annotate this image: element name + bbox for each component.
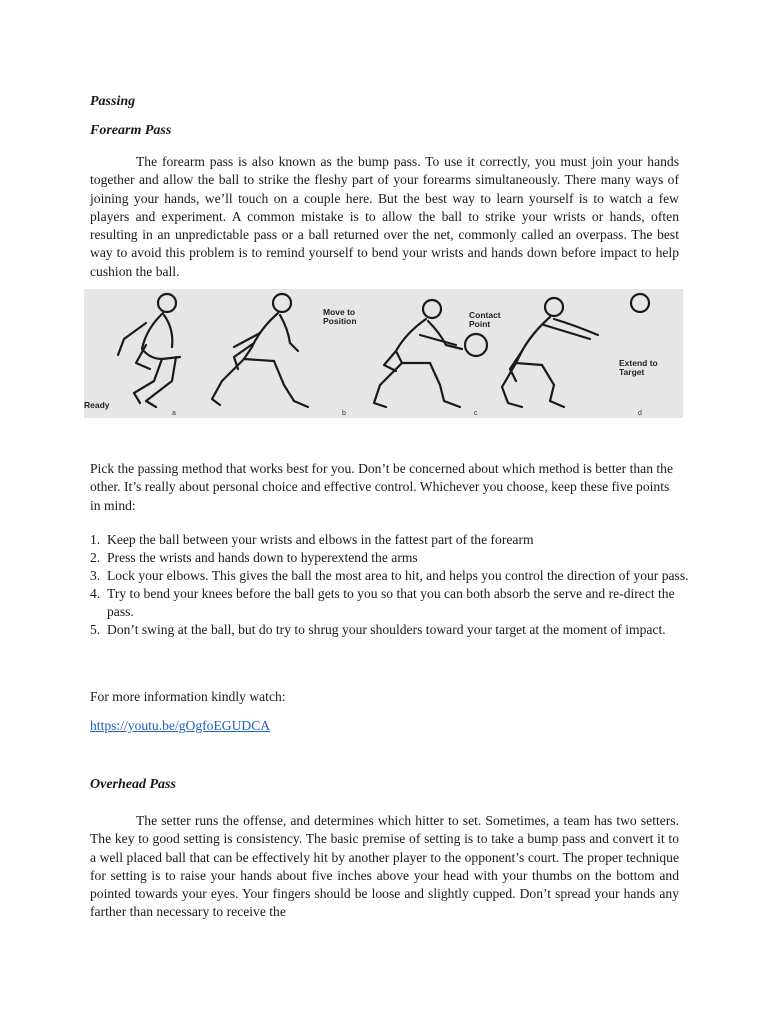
- five-points-list: [90, 531, 690, 639]
- forearm-pass-illustration: [84, 289, 683, 418]
- overhead-pass-heading: Overhead Pass: [90, 777, 176, 792]
- list-item-number: 2.: [90, 550, 101, 565]
- list-item-text: Don’t swing at the ball, but do try to shrug your shoulders toward your target at the moment of impact.: [107, 622, 666, 637]
- player-move-figure: [212, 294, 308, 407]
- list-item-text: Press the wrists and hands down to hyperextend the arms: [107, 550, 418, 565]
- choose-method-paragraph: Pick the passing method that works best for you. Don’t be concerned about which method is better than the other. It’s really about personal choice and effective control. Whichever you choose, keep these five points in mind:: [90, 461, 674, 513]
- list-item: [90, 621, 690, 639]
- passing-heading: Passing: [90, 94, 136, 109]
- list-item-number: 3.: [90, 568, 101, 583]
- list-item-number: 1.: [90, 532, 101, 547]
- label-letter-a: a: [172, 410, 176, 417]
- label-move-line2: Position: [323, 316, 357, 326]
- list-item-text: Keep the ball between your wrists and elbows in the fattest part of the forearm: [107, 532, 534, 547]
- list-item: [90, 549, 690, 567]
- passing-sequence-drawing: [84, 289, 683, 418]
- label-contact-line1: Contact: [469, 310, 501, 320]
- overhead-pass-paragraph: The setter runs the offense, and determines which hitter to set. Sometimes, a team has two setters. The key to good setting is consistency. The basic premise of setting is to take a bump pass and convert it to a well placed ball that can be effectively hit by another player to the opponent’s court. The proper technique for setting is to raise your hands about five inches above your head with your thumbs on the bottom and pointed towards your eyes. Your fingers should be loose and slightly cupped. Don’t spread your hands any farther than necessary to receive the: [90, 813, 679, 920]
- label-letter-d: d: [638, 410, 642, 417]
- list-item-number: 5.: [90, 622, 101, 637]
- list-item-number: 4.: [90, 586, 101, 601]
- list-item-text: Try to bend your knees before the ball gets to you so that you can both absorb the serve and re-direct the pass.: [107, 586, 675, 619]
- youtube-video-link[interactable]: https://youtu.be/gOgfoEGUDCA: [90, 718, 271, 733]
- list-item: [90, 531, 690, 549]
- label-letter-c: c: [474, 410, 478, 417]
- label-extend-line2: Target: [619, 367, 645, 377]
- player-ready-figure: [118, 294, 180, 407]
- label-extend-line1: Extend to: [619, 358, 658, 368]
- forearm-pass-paragraph: The forearm pass is also known as the bump pass. To use it correctly, you must join your hands together and allow the ball to strike the fleshy part of your forearms simultaneously. There many ways of joining your hands, we’ll touch on a couple here. But the best way to learn yourself is to watch a few players and experiment. A common mistake is to allow the ball to strike your wrists or hands, often resulting in an unpredictable pass or a ball returned over the net, commonly called an overpass. The best way to avoid this problem is to remind yourself to bend your wrists and hands down before impact to help cushion the ball.: [90, 154, 679, 279]
- label-move-line1: Move to: [323, 307, 356, 317]
- label-letter-b: b: [342, 410, 346, 417]
- list-item: [90, 567, 690, 585]
- forearm-pass-heading: Forearm Pass: [90, 123, 172, 138]
- list-item-text: Lock your elbows. This gives the ball the most area to hit, and helps you control the direction of your pass.: [107, 568, 689, 583]
- label-contact-line2: Point: [469, 319, 491, 329]
- label-ready: Ready: [84, 400, 110, 410]
- list-item: [90, 585, 690, 621]
- player-extend-figure: [502, 294, 649, 407]
- more-info-text: For more information kindly watch:: [90, 689, 286, 704]
